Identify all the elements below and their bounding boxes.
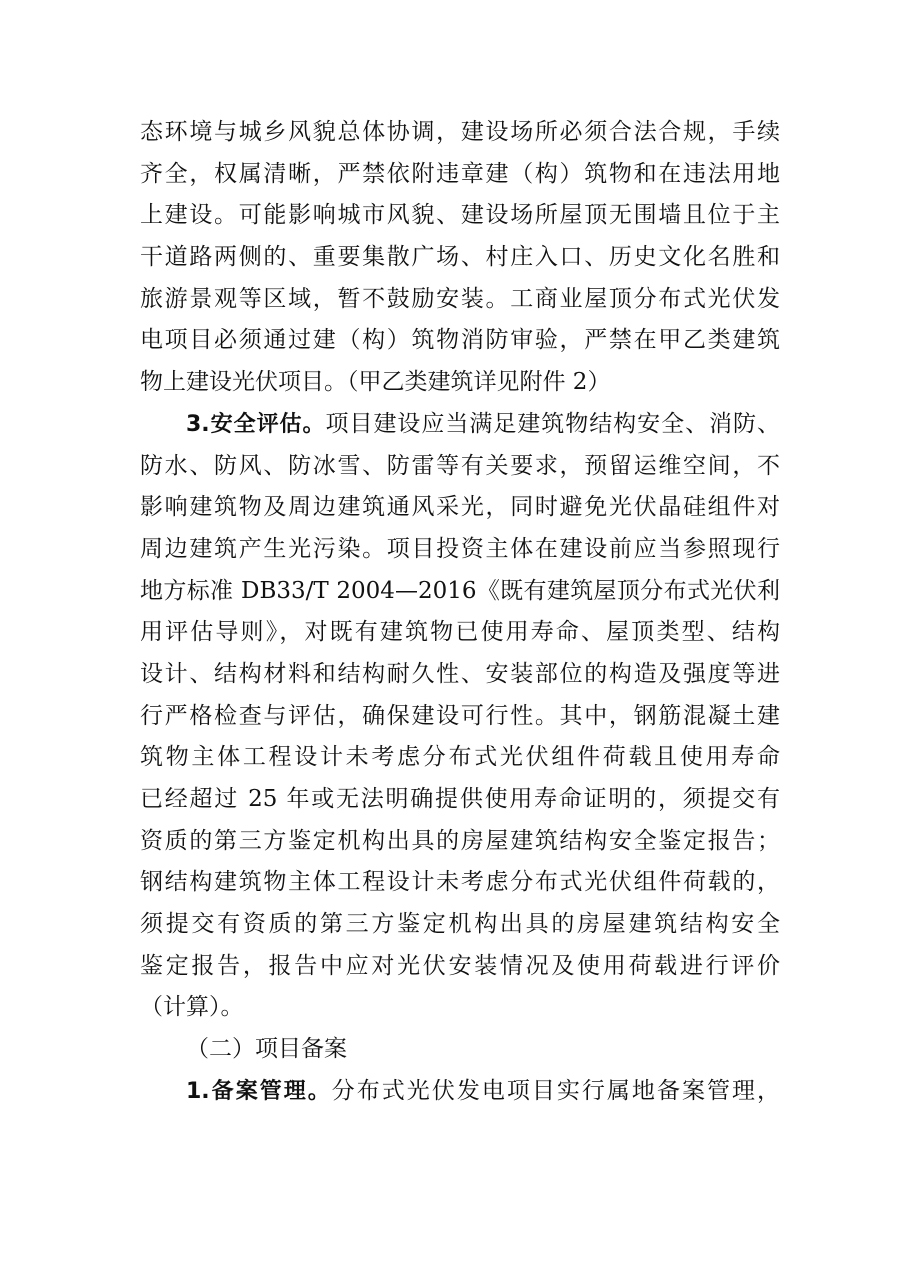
text-line: 筑物主体工程设计未考虑分布式光伏组件荷载且使用寿命: [140, 744, 780, 771]
section-1-heading: 1.备案管理。: [186, 1078, 332, 1104]
text-line: 地方标准 DB33/T 2004—2016《既有建筑屋顶分布式光伏利: [140, 577, 780, 604]
text-line: 防水、防风、防冰雪、防雷等有关要求，预留运维空间，不: [140, 452, 780, 479]
text-line: 旅游景观等区域，暂不鼓励安装。工商业屋顶分布式光伏发: [140, 285, 780, 312]
text-line: 电项目必须通过建（构）筑物消防审验，严禁在甲乙类建筑: [140, 327, 780, 354]
text-line: 资质的第三方鉴定机构出具的房屋建筑结构安全鉴定报告；: [140, 827, 780, 854]
text-line: 行严格检查与评估，确保建设可行性。其中，钢筋混凝土建: [140, 702, 780, 729]
text-line: 周边建筑产生光污染。项目投资主体在建设前应当参照现行: [140, 535, 780, 562]
text-line: 钢结构建筑物主体工程设计未考虑分布式光伏组件荷载的，: [140, 869, 780, 896]
text-line: 用评估导则》，对既有建筑物已使用寿命、屋顶类型、结构: [140, 619, 780, 646]
section-3-heading: 3.安全评估。: [186, 411, 326, 437]
text-line: 齐全，权属清晰，严禁依附违章建（构）筑物和在违法用地: [140, 160, 780, 187]
text-line: 干道路两侧的、重要集散广场、村庄入口、历史文化名胜和: [140, 244, 780, 271]
section-1-first-line-text: 分布式光伏发电项目实行属地备案管理，: [331, 1077, 781, 1104]
section-3-first-line: [140, 404, 780, 446]
subsection-heading: （二）项目备案: [186, 1036, 347, 1063]
text-line: 须提交有资质的第三方鉴定机构出具的房屋建筑结构安全: [140, 911, 780, 938]
text-line: 已经超过 25 年或无法明确提供使用寿命证明的，须提交有: [140, 786, 780, 812]
text-line: 物上建设光伏项目。（甲乙类建筑详见附件 2）: [140, 369, 611, 396]
text-line: 鉴定报告，报告中应对光伏安装情况及使用荷载进行评价: [140, 952, 780, 979]
text-line: 影响建筑物及周边建筑通风采光，同时避免光伏晶硅组件对: [140, 494, 780, 521]
text-line: 态环境与城乡风貌总体协调，建设场所必须合法合规，手续: [140, 119, 780, 145]
body-text: [140, 112, 780, 1113]
section-3-first-line-text: 项目建设应当满足建筑物结构安全、消防、: [325, 410, 780, 437]
text-line: 设计、结构材料和结构耐久性、安装部位的构造及强度等进: [140, 660, 780, 687]
section-1-first-line: [140, 1071, 780, 1113]
text-line: （计算）。: [140, 994, 244, 1021]
text-line: 上建设。可能影响城市风貌、建设场所屋顶无围墙且位于主: [140, 202, 780, 229]
